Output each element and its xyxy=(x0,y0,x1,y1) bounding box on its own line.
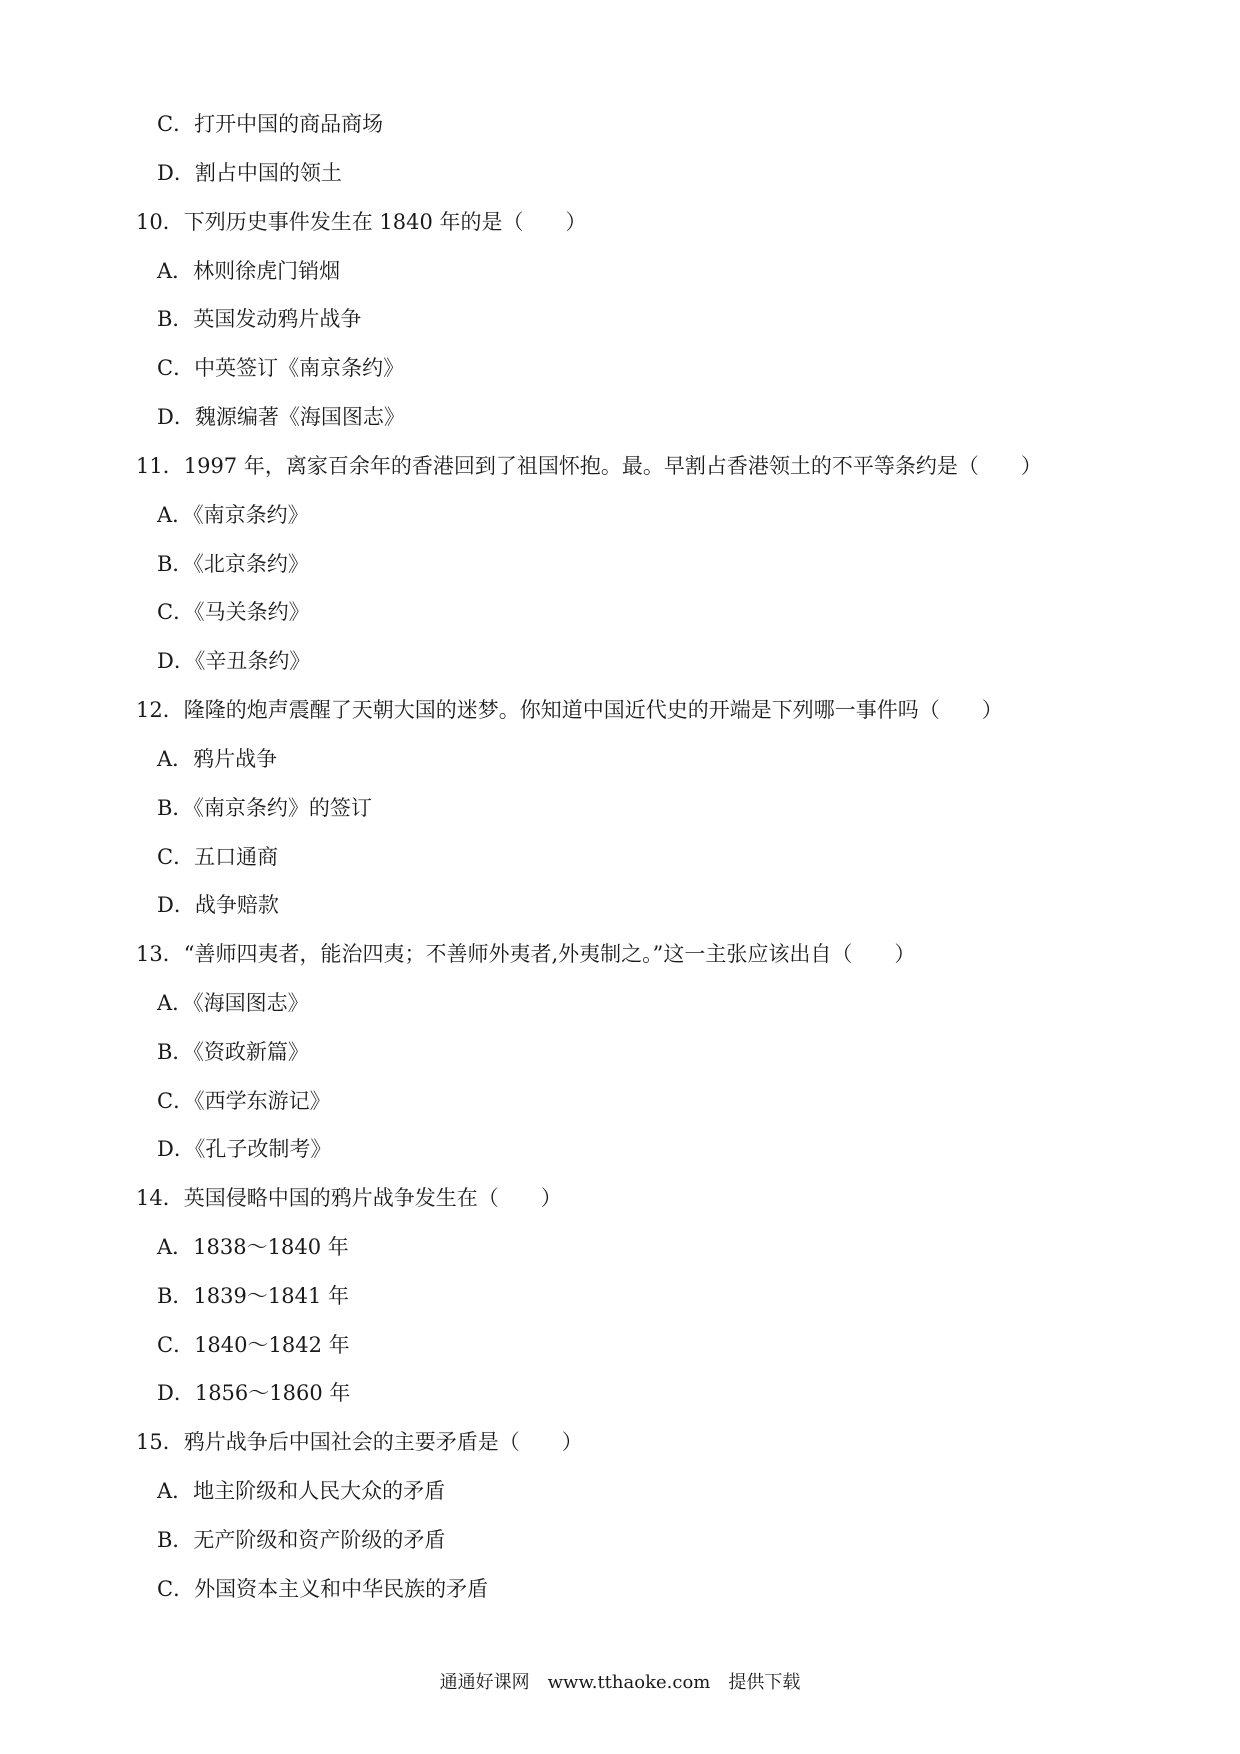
option-13b: B．《资政新篇》 xyxy=(157,1040,309,1064)
question-11: 11．1997 年，离家百余年的香港回到了祖国怀抱。最。早割占香港领土的不平等条约是（ ） xyxy=(136,454,1042,478)
option-10c: C．中英签订《南京条约》 xyxy=(157,356,405,380)
option-13c: C．《西学东游记》 xyxy=(157,1089,331,1113)
question-15: 15．鸦片战争后中国社会的主要矛盾是（ ） xyxy=(136,1430,583,1454)
option-11d: D．《辛丑条约》 xyxy=(157,649,311,673)
question-13: 13．“善师四夷者，能治四夷；不善师外夷者,外夷制之。”这一主张应该出自（ ） xyxy=(136,942,916,966)
option-14d: D．1856～1860 年 xyxy=(157,1381,351,1405)
option-10d: D．魏源编著《海国图志》 xyxy=(157,405,405,429)
option-11b: B．《北京条约》 xyxy=(157,552,309,576)
option-13d: D．《孔子改制考》 xyxy=(157,1137,332,1161)
option-14c: C．1840～1842 年 xyxy=(157,1333,350,1357)
question-10: 10．下列历史事件发生在 1840 年的是（ ） xyxy=(136,210,587,234)
option-13a: A．《海国图志》 xyxy=(157,991,309,1015)
option-9c: C．打开中国的商品商场 xyxy=(157,112,384,136)
option-11a: A．《南京条约》 xyxy=(157,503,309,527)
option-14b: B．1839～1841 年 xyxy=(157,1284,349,1308)
option-15a: A．地主阶级和人民大众的矛盾 xyxy=(157,1479,446,1503)
option-15b: B．无产阶级和资产阶级的矛盾 xyxy=(157,1528,446,1552)
option-10a: A．林则徐虎门销烟 xyxy=(157,259,341,283)
option-12c: C．五口通商 xyxy=(157,845,279,869)
option-15c: C．外国资本主义和中华民族的矛盾 xyxy=(157,1577,489,1601)
option-10b: B．英国发动鸦片战争 xyxy=(157,307,362,331)
option-11c: C．《马关条约》 xyxy=(157,600,310,624)
option-12b: B．《南京条约》的签订 xyxy=(157,796,372,820)
option-9d: D．割占中国的领土 xyxy=(157,161,342,185)
question-14: 14．英国侵略中国的鸦片战争发生在（ ） xyxy=(136,1186,562,1210)
option-12a: A．鸦片战争 xyxy=(157,747,278,771)
question-12: 12．隆隆的炮声震醒了天朝大国的迷梦。你知道中国近代史的开端是下列哪一事件吗（ ） xyxy=(136,698,1003,722)
page-footer: 通通好课网 www.tthaoke.com 提供下载 xyxy=(439,1672,801,1693)
option-14a: A．1838～1840 年 xyxy=(157,1235,349,1259)
option-12d: D．战争赔款 xyxy=(157,893,279,917)
